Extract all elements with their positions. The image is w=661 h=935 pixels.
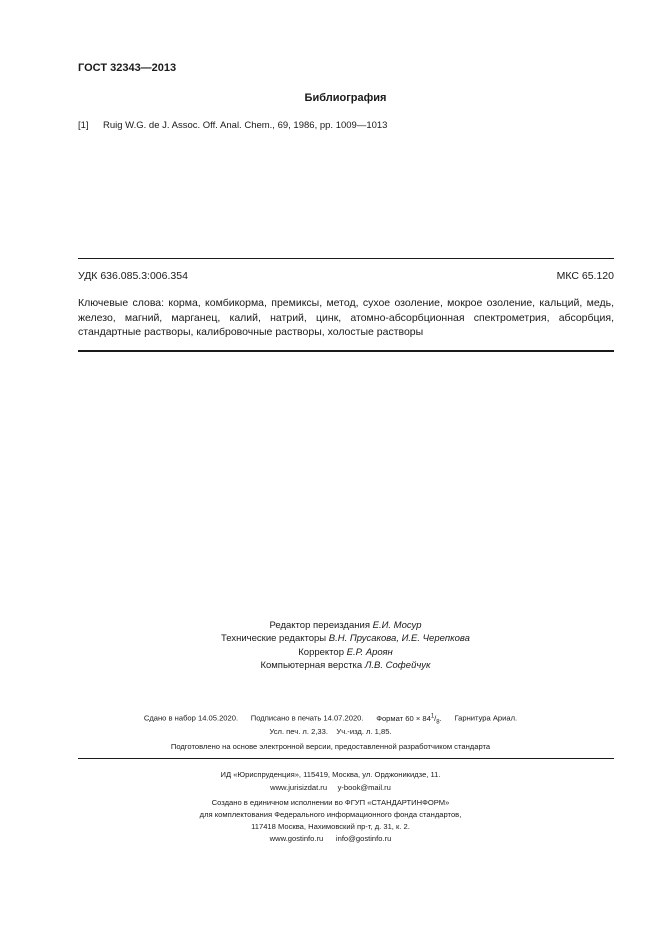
document-code: ГОСТ 32343—2013 (78, 62, 177, 74)
credit-line-corrector: Корректор Е.Р. Ароян (298, 646, 393, 658)
credit-line-tech-editors: Технические редакторы В.Н. Прусакова, И.Е. Черепкова (221, 633, 470, 645)
divider-bottom (78, 758, 614, 759)
credit-line-editor: Редактор переиздания Е.И. Мосур (269, 620, 422, 631)
divider-keywords (78, 350, 614, 352)
mks-code: МКС 65.120 (556, 270, 614, 282)
credits-block (0, 619, 661, 672)
credit-line-layout: Компьютерная верстка Л.В. Софейчук (260, 659, 431, 671)
creator-line-1: Создано в единичном исполнении во ФГУП «СТАНДАРТИНФОРМ» (211, 798, 450, 807)
keywords-paragraph: Ключевые слова: корма, комбикорма, премиксы, метод, сухое озоление, мокрое озоление, кальций, медь, железо, магний, марганец, калий, натрий, цинк, атомно-абсорбционная спектрометрия, абсорбция, стандартные растворы, калибровочные растворы, холостые растворы (78, 297, 614, 338)
divider-top (78, 258, 614, 259)
bibliography-title: Библиография (304, 92, 387, 104)
creator-line-2: для комплектования Федерального информационного фонда стандартов, (199, 810, 462, 819)
publisher-line-2: www.jurisizdat.ru y-book@mail.ru (270, 783, 391, 792)
format-text: Формат $60 \times 84^1/_8$. (376, 713, 442, 726)
prepared-note: Подготовлено на основе электронной версии, предоставленной разработчиком стандарта (170, 742, 491, 751)
udk-code: УДК 636.085.3:006.354 (78, 270, 188, 282)
publication-info-row: Сдано в набор 14.05.2020. Подписано в печать 14.07.2020. Формат $60 \times 84^1/_8$. Гарнитура Ариал. (143, 713, 518, 726)
reference-item (78, 120, 387, 131)
reference-number: [1] (78, 120, 89, 131)
creator-line-4: www.gostinfo.ru info@gostinfo.ru (269, 834, 392, 843)
creator-line-3: 117418 Москва, Нахимовский пр-т, д. 31, к. 2. (251, 822, 410, 831)
sheets-info: Усл. печ. л. 2,33. Уч.-изд. л. 1,85. (269, 727, 392, 736)
reference-text: Ruig W.G. de J. Assoc. Off. Anal. Chem., 69, 1986, pp. 1009—1013 (103, 120, 388, 131)
publisher-line-1: ИД «Юриспруденция», 115419, Москва, ул. Орджоникидзе, 11. (220, 770, 441, 779)
